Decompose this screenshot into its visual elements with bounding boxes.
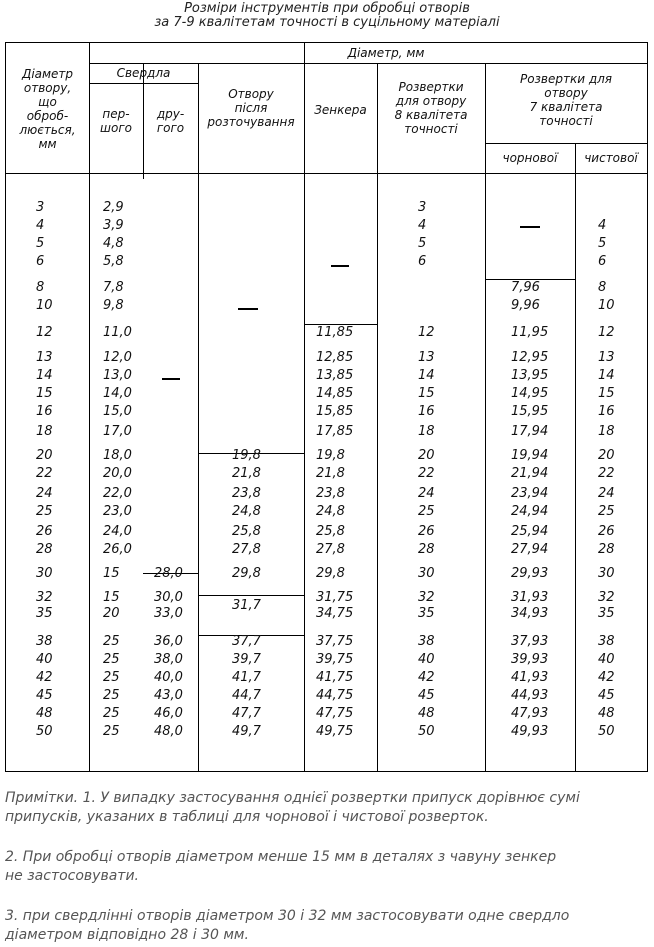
table-cell: 8: [598, 280, 607, 295]
table-cell: 34,93: [511, 606, 549, 621]
header-bore: [198, 87, 304, 129]
header-line: розточування: [207, 115, 295, 129]
table-cell: 44,75: [316, 688, 354, 703]
table-cell: 32: [598, 590, 615, 605]
table-cell: 32: [36, 590, 53, 605]
header-line: дру-: [156, 107, 185, 121]
table-cell: 45: [598, 688, 615, 703]
table-cell: 18,0: [103, 448, 132, 463]
header-hole-diameter: [6, 67, 89, 151]
table-cell: 26: [36, 524, 53, 539]
header-first-drill: [89, 107, 143, 135]
table-cell: 19,8: [316, 448, 345, 463]
header-line: Розвертки для: [519, 72, 613, 86]
table-cell: 50: [598, 724, 615, 739]
v-line: [198, 63, 199, 771]
table-cell: 37,93: [511, 634, 549, 649]
table-cell: 49,7: [232, 724, 261, 739]
table-cell: 42: [598, 670, 615, 685]
header-line: отвору,: [23, 81, 72, 95]
table-cell: 20: [36, 448, 53, 463]
table-cell: 30: [36, 566, 53, 581]
table-cell: 39,7: [232, 652, 261, 667]
table-cell: 10: [36, 298, 53, 313]
table-cell: 22: [418, 466, 435, 481]
v-line: [485, 63, 486, 771]
table-cell: 41,7: [232, 670, 261, 685]
table-cell: 26: [598, 524, 615, 539]
note-2-line1: 2. При обробці отворів діаметром менше 15 мм в деталях з чавуну зенкер: [5, 849, 557, 865]
table-cell: 2,9: [103, 200, 124, 215]
table-cell: 20,0: [103, 466, 132, 481]
table-cell: 39,75: [316, 652, 354, 667]
table-cell: 31,93: [511, 590, 549, 605]
table-cell: 25: [103, 670, 120, 685]
table-cell: 29,8: [232, 566, 261, 581]
table-cell: 25,8: [316, 524, 345, 539]
header-line: 8 квалітета: [394, 108, 468, 122]
header-countersink: Зенкера: [314, 103, 367, 117]
table-cell: 37,75: [316, 634, 354, 649]
table-cell: 25: [103, 706, 120, 721]
table-cell: 24: [598, 486, 615, 501]
table-cell: 23,8: [316, 486, 345, 501]
note-2-line2: не застосовувати.: [5, 868, 139, 884]
v-line: [377, 63, 378, 771]
table-cell: 9,96: [511, 298, 540, 313]
table-cell: 47,7: [232, 706, 261, 721]
table-cell: 47,93: [511, 706, 549, 721]
note-3-line1: 3. при свердлінні отворів діаметром 30 і 32 мм застосовувати одне свердло: [5, 908, 570, 924]
table-cell: 29,93: [511, 566, 549, 581]
table-cell: 5: [36, 236, 45, 251]
table-cell: 14: [36, 368, 53, 383]
table-cell: 3: [36, 200, 45, 215]
note-1-line1: Примітки. 1. У випадку застосування однієї розвертки припуск дорівнює сумі: [5, 790, 580, 806]
table-cell: 31,7: [232, 598, 261, 613]
table-cell: 4: [36, 218, 45, 233]
table-cell: 48: [36, 706, 53, 721]
table-cell: 25: [103, 724, 120, 739]
header-line: Діаметр: [21, 67, 74, 81]
v-line: [304, 43, 305, 771]
table-cell: 14: [418, 368, 435, 383]
table-cell: 12,95: [511, 350, 549, 365]
table-cell: 35: [598, 606, 615, 621]
table-cell: 12: [598, 325, 615, 340]
table-cell: 22: [36, 466, 53, 481]
table-cell: 12: [418, 325, 435, 340]
table-title-line2: за 7-9 квалітетам точності в суцільному матеріалі: [154, 15, 500, 30]
table-cell: 18: [418, 424, 435, 439]
table-cell: 24,8: [232, 504, 261, 519]
h-line: [89, 83, 198, 84]
v-line: [89, 43, 90, 771]
table-cell: 18: [598, 424, 615, 439]
table-cell: 24: [418, 486, 435, 501]
table-cell: 10: [598, 298, 615, 313]
table-cell: 28: [36, 542, 53, 557]
table-cell: 15: [36, 386, 53, 401]
table-cell: 20: [598, 448, 615, 463]
table-cell: 39,93: [511, 652, 549, 667]
table-cell: 24,94: [511, 504, 549, 519]
table-cell: 4: [598, 218, 607, 233]
header-line: 7 квалітета: [529, 100, 603, 114]
table-cell: 4: [418, 218, 427, 233]
header-bottom-line: [6, 173, 647, 174]
header-line: Отвору: [228, 87, 274, 101]
header-line: що: [38, 95, 57, 109]
header-second-drill: [143, 107, 198, 135]
table-cell: 21,94: [511, 466, 549, 481]
table-cell: 22: [598, 466, 615, 481]
header-diameter-group: Діаметр, мм: [347, 46, 425, 60]
table-cell: 11,0: [103, 325, 132, 340]
table-cell: 38,0: [154, 652, 183, 667]
table-cell: 11,85: [316, 325, 354, 340]
table-cell: 17,85: [316, 424, 354, 439]
header-line: після: [234, 101, 268, 115]
table-cell: 27,8: [232, 542, 261, 557]
table-cell: 37,7: [232, 634, 261, 649]
table-cell: 13,0: [103, 368, 132, 383]
table-cell: 43,0: [154, 688, 183, 703]
header-reamer-8: [377, 80, 485, 136]
dash-cell: [162, 378, 180, 380]
header-line: точності: [539, 114, 593, 128]
table-cell: 25: [36, 504, 53, 519]
table-cell: 41,75: [316, 670, 354, 685]
table-cell: 30: [418, 566, 435, 581]
h-line: [198, 595, 304, 596]
table-cell: 18: [36, 424, 53, 439]
header-line: оброб-: [26, 109, 69, 123]
table-cell: 7,96: [511, 280, 540, 295]
table-cell: 14,95: [511, 386, 549, 401]
table-cell: 50: [36, 724, 53, 739]
table-cell: 19,94: [511, 448, 549, 463]
header-line: шого: [100, 121, 132, 135]
table-cell: 24: [36, 486, 53, 501]
table-cell: 12,85: [316, 350, 354, 365]
table-cell: 25: [598, 504, 615, 519]
header-finish: чистової: [584, 151, 638, 165]
dash-cell: [331, 265, 349, 267]
table-cell: 50: [418, 724, 435, 739]
table-cell: 49,93: [511, 724, 549, 739]
table-cell: 29,8: [316, 566, 345, 581]
tools-table: [5, 42, 648, 772]
header-line: для отвору: [395, 94, 467, 108]
table-cell: 40,0: [154, 670, 183, 685]
table-cell: 27,8: [316, 542, 345, 557]
table-cell: 33,0: [154, 606, 183, 621]
table-cell: 23,94: [511, 486, 549, 501]
dash-cell: [238, 308, 258, 310]
table-cell: 38: [36, 634, 53, 649]
header-line: мм: [38, 137, 57, 151]
table-cell: 45: [418, 688, 435, 703]
header-reamer-7: [485, 72, 647, 128]
table-cell: 16: [418, 404, 435, 419]
table-cell: 27,94: [511, 542, 549, 557]
table-cell: 5: [418, 236, 427, 251]
table-cell: 45: [36, 688, 53, 703]
table-cell: 48,0: [154, 724, 183, 739]
table-cell: 26: [418, 524, 435, 539]
table-cell: 30: [598, 566, 615, 581]
table-cell: 3: [418, 200, 427, 215]
table-cell: 49,75: [316, 724, 354, 739]
table-cell: 44,93: [511, 688, 549, 703]
table-cell: 47,75: [316, 706, 354, 721]
table-cell: 20: [418, 448, 435, 463]
table-cell: 12: [36, 325, 53, 340]
table-cell: 36,0: [154, 634, 183, 649]
table-cell: 12,0: [103, 350, 132, 365]
table-cell: 20: [103, 606, 120, 621]
table-cell: 23,0: [103, 504, 132, 519]
table-title-line1: Розміри інструментів при обробці отворів: [184, 1, 470, 16]
table-cell: 15,0: [103, 404, 132, 419]
table-cell: 30,0: [154, 590, 183, 605]
table-cell: 28: [418, 542, 435, 557]
table-cell: 5: [598, 236, 607, 251]
note-3-line2: діаметром відповідно 28 і 30 мм.: [5, 927, 249, 943]
table-cell: 6: [36, 254, 45, 269]
header-line: точності: [404, 122, 458, 136]
table-cell: 34,75: [316, 606, 354, 621]
table-cell: 28,0: [154, 566, 183, 581]
table-cell: 14,0: [103, 386, 132, 401]
table-cell: 25: [103, 652, 120, 667]
table-cell: 22,0: [103, 486, 132, 501]
table-cell: 31,75: [316, 590, 354, 605]
table-cell: 15: [418, 386, 435, 401]
table-cell: 13,95: [511, 368, 549, 383]
table-cell: 48: [418, 706, 435, 721]
table-cell: 21,8: [232, 466, 261, 481]
table-cell: 40: [418, 652, 435, 667]
table-cell: 7,8: [103, 280, 124, 295]
table-cell: 4,8: [103, 236, 124, 251]
table-cell: 16: [36, 404, 53, 419]
table-cell: 25,8: [232, 524, 261, 539]
table-cell: 38: [598, 634, 615, 649]
table-cell: 15,85: [316, 404, 354, 419]
table-cell: 14: [598, 368, 615, 383]
table-cell: 13: [418, 350, 435, 365]
table-cell: 42: [36, 670, 53, 685]
h-line: [89, 63, 647, 64]
table-cell: 40: [36, 652, 53, 667]
table-cell: 19,8: [232, 448, 261, 463]
table-cell: 25,94: [511, 524, 549, 539]
table-cell: 24,0: [103, 524, 132, 539]
table-cell: 25: [103, 688, 120, 703]
table-cell: 11,95: [511, 325, 549, 340]
table-cell: 15: [598, 386, 615, 401]
header-line: Розвертки: [398, 80, 464, 94]
header-drills: Свердла: [116, 66, 171, 80]
header-line: отвору: [544, 86, 588, 100]
table-cell: 17,0: [103, 424, 132, 439]
table-cell: 42: [418, 670, 435, 685]
table-cell: 28: [598, 542, 615, 557]
dash-cell: [520, 226, 540, 228]
header-line: гого: [156, 121, 185, 135]
table-cell: 16: [598, 404, 615, 419]
table-cell: 13: [598, 350, 615, 365]
table-cell: 15,95: [511, 404, 549, 419]
table-cell: 40: [598, 652, 615, 667]
table-cell: 5,8: [103, 254, 124, 269]
table-cell: 6: [598, 254, 607, 269]
v-line: [575, 143, 576, 771]
table-cell: 35: [418, 606, 435, 621]
table-cell: 25: [103, 634, 120, 649]
table-cell: 48: [598, 706, 615, 721]
table-cell: 8: [36, 280, 45, 295]
note-1-line2: припусків, указаних в таблиці для чорнової і чистової розверток.: [5, 809, 489, 825]
table-cell: 3,9: [103, 218, 124, 233]
table-cell: 38: [418, 634, 435, 649]
table-cell: 25: [418, 504, 435, 519]
table-cell: 15: [103, 590, 120, 605]
table-cell: 32: [418, 590, 435, 605]
table-cell: 23,8: [232, 486, 261, 501]
table-cell: 17,94: [511, 424, 549, 439]
table-cell: 44,7: [232, 688, 261, 703]
header-line: пер-: [102, 107, 130, 121]
table-cell: 46,0: [154, 706, 183, 721]
h-line: [485, 143, 647, 144]
table-cell: 21,8: [316, 466, 345, 481]
table-cell: 6: [418, 254, 427, 269]
table-cell: 13,85: [316, 368, 354, 383]
table-cell: 15: [103, 566, 120, 581]
table-cell: 13: [36, 350, 53, 365]
header-line: люється,: [19, 123, 76, 137]
table-cell: 35: [36, 606, 53, 621]
table-cell: 24,8: [316, 504, 345, 519]
table-cell: 26,0: [103, 542, 132, 557]
table-cell: 41,93: [511, 670, 549, 685]
header-rough: чорнової: [502, 151, 558, 165]
table-cell: 9,8: [103, 298, 124, 313]
table-cell: 14,85: [316, 386, 354, 401]
